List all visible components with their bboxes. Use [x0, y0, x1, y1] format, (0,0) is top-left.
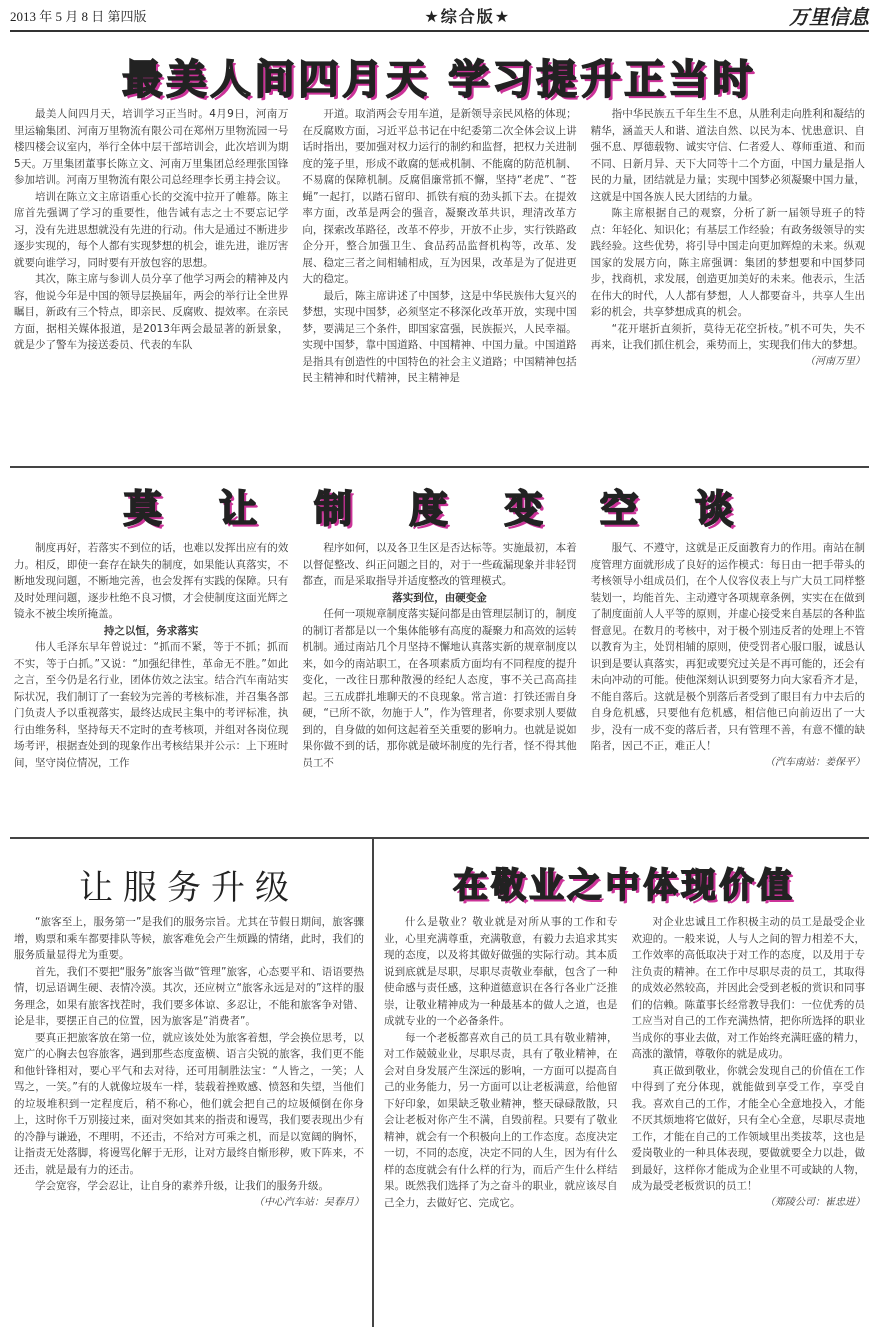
paragraph: 培训在陈立文主席语重心长的交流中拉开了帷幕。陈主席首先强调了学习的重要性，他告诫有志之士不要忘记学习，没有先进思想就没有先进的行动。伟大是通过不断进步逐步实现的，每个人都有实现梦想的机会，谁先进，谁厉害就要向谁学习，同时要有开放包容的思想。 [14, 190, 289, 269]
paragraph: 学会宽容，学会忍让，让自身的素养升级，让我们的服务升级。 [35, 1180, 329, 1192]
paragraph: 程序如何，以及各卫生区是否达标等。实施最初，本着以督促整改、纠正问题之目的，对于一些疏漏现象并非轻罚都查，而是采取指导并适度整改的管理模式。 [302, 542, 577, 587]
article-institution-col-3 [591, 540, 865, 830]
paragraph: 任何一项规章制度落实疑问都是由管理层制订的，制度的制订者都是以一个集体能够有高度的凝聚力和高效的运转机制。通过南站几个月坚持不懈地认真落实新的规章制度以来，如今的南站职工，在各项素质方面均有不同程度的提升变化，一改往日那种散漫的经纪人态度，事不关己高高挂起。三五成群扎堆聊天的不良现象。常言道：打铁还需自身硬，“已所不欲，勿施于人”，作为管理者，你要求别人要做到的，自身做的如何这起着至关重要的影响力。也就是说如果你做不到的话，那你就是破坏制度的先行者，怪不得其他员工不 [302, 608, 577, 769]
divider [10, 466, 869, 468]
article-institution-col-1 [14, 540, 288, 830]
paragraph: 开道。取消两会专用车道，是新领导亲民风格的体现；在反腐败方面，习近平总书记在中纪委第二次全体会议上讲话时指出，要加强对权力运行的制约和监督，把权力关进制度的笼子里，形成不敢腐的惩戒机制、不能腐的防范机制、不易腐的保障机制。反腐倡廉常抓不懈，坚持“老虎”、“苍蝇”一起打，以踏石留印、抓铁有痕的劲头抓下去。在提效率方面，改革是两会的强音，凝聚改革共识，理清改革方向，探索改革路径，改革不停步，开放不止步，实行铁路政企分开，整合加强卫生、食品药品监督机构等，改革、发展、稳定三者之间相辅相成，互为因果，改革是为了促进更大的稳定。 [302, 108, 577, 285]
masthead [10, 0, 869, 32]
paragraph: 伟人毛泽东早年曾说过：“抓而不紧，等于不抓；抓而不实，等于白抓。”又说：“加强纪律性，革命无不胜。”如此之言，至今仍是名行业，团体仿效之法宝。结合汽车南站实际状况，我们制订了一套较为完善的考核标准，并召集各部门负责人予以重视落实，最终达成民主集中的考评标准，执行由维务科，坚持每天不定时的查考核项，并组对各岗位现场考评，根据查处到的现象作出考核结果并公示：上下班时间，坚守岗位情况，工作 [14, 641, 289, 769]
paragraph: 服气、不遵守，这就是正反面教育力的作用。南站在制度管理方面就形成了良好的运作模式：每日由一把手带头的考核领导小组成员们，在个人仪容仪表上与广大员工同样整装划一，均能首先、主动遵守各项规章条例，实实在在做到了制度面前人人平等的原则，并虚心接受来自基层的各种监督意见。在数月的考核中，对于极个别违反者的处理上不管以教育为主，处罚相辅的原则，使受罚者心服口服，诚恳认识到是要认真落实，再犯或要究过关是不再可能的，还会有未向冲动的可能。使他深刻认识到要努力向大家看齐才是，不能自落后。这就是极个别落后者受到了眼目有力中去后的自身危机感，只要他有危机感，相信他已向前迈出了一大步，没有一成不变的落后者，只有管理不善，有意不懂的缺陷者，因己不正，难正人！ [590, 542, 865, 752]
paragraph: 什么是敬业？敬业就是对所从事的工作和专业，心里充满尊重，充满敬意，有毅力去追求其实现的态度，以及将其做好做强的实际行动。其本质说到底就是尽职，尽职尽责敬业奉献，包含了一种使命感与责任感，这种道德意识在各行各业广泛推崇，让敬业精神成为一种最基本的做人之道，也是成就专业的一个必备条件。 [384, 916, 618, 1027]
paragraph: “花开堪折直须折，莫待无花空折枝。”机不可失，失不再来，让我们抓住机会，乘势而上，实现我们伟大的梦想。 [590, 322, 865, 351]
subheading: 持之以恒，务求落实 [103, 624, 199, 637]
byline: （汽车南站：姜保平） [764, 756, 865, 768]
article-dedication-title: 在敬业之中体现价值 [453, 866, 796, 906]
article-service-upgrade [14, 842, 364, 1328]
divider [10, 837, 869, 839]
paragraph: 每一个老板都喜欢自己的员工具有敬业精神，对工作兢兢业业，尽职尽责，具有了敬业精神，在会对自身发展产生深远的影响，一方面可以提高自己的业务能力，另一方面可以让老板满意，给他留下好印象，如果缺乏敬业精神，整天碌碌散散，只会让老板对你产生不满，自毁前程。只要有了敬业精神，就会有一个积极向上的工作态度。态度决定一切，不同的态度，决定不同的人生，因为有什么样的态度就会有什么样的行为，而后产生什么样结果。既然我们选择了为之奋斗的职业，就应该尽自己全力，去做好它、完成它。 [384, 1031, 618, 1209]
article-dedication-col-2 [632, 914, 866, 1326]
divider-vertical [372, 839, 374, 1327]
article-spring-training-col-1 [14, 106, 288, 458]
paragraph: 要真正把旅客放在第一位，就应该处处为旅客着想，学会换位思考，以宽广的心胸去包容旅客，遇到那些态度蛮横、语言尖锐的旅客，我们更不能和他针锋相对，要心平气和去对待，还可用制胜法宝：“人皆之，一笑；人骂之，一笑。”有的人就像垃圾车一样，装载着挫败感、愤怒和失望，当他们的垃圾堆积到一定程度后，稍不称心，他们就会把自己的垃圾倾倒在你身上，这时你千万别接过来，面对突如其来的指责和谩骂，我们要表现出少有的冷静与谦逊，不理明，不还击，不给对方可乘之机，而是以宽阔的胸怀，让指责无处落脚，将谩骂化解于无形，让对方最终自惭形秽，败下阵来，不还击，就是最有力的还击。 [14, 1031, 364, 1176]
byline: （中心汽车站：吴春月） [254, 1196, 364, 1208]
paragraph: “旅客至上，服务第一”是我们的服务宗旨。尤其在节假日期间，旅客骤增，购票和乘车都要排队等候，旅客难免会产生烦躁的情绪，此时，我们的服务质量显得尤为重要。 [14, 916, 364, 961]
paragraph: 陈主席根据自己的观察，分析了新一届领导班子的特点：年轻化、知识化；有基层工作经验；有政务级领导的实践经验。这些优势，将引导中国走向更加辉煌的未来。纵观国家的发展方向，陈主席强调：集团的梦想要和中国梦同步，找商机，求发展，创造更加美好的未来。他表示，生活在伟大的时代，人人都有梦想，人人都要奋斗，共享人生出彩的机会，共享梦想成真的机会。 [590, 207, 865, 318]
byline: （河南万里） [804, 355, 865, 367]
paragraph: 指中华民族五千年生生不息，从胜利走向胜利和凝结的精华，涵盖天人和谐、道法自然、以民为本、忧患意识、自强不息、厚德载物、诚实守信、仁者爱人、尊师重道、和而不同、日新月异、天下大同等十二个方面，中国力量是指人民的力量，团结就是力量；实现中国梦必须凝聚中国力量，这就是中国各族人民大团结的力量。 [590, 108, 865, 203]
paragraph: 其次，陈主席与参训人员分享了他学习两会的精神及内容，他说今年是中国的领导层换届年，两会的举行让全世界瞩目，新政有三个特点，即亲民、反腐败、提效率。在亲民方面，据相关媒体报道，是2013年两会最显著的新景象，就是少了警车为接送委员、代表的车队 [14, 273, 289, 351]
article-spring-training-col-2 [302, 106, 576, 458]
paragraph: 最后，陈主席讲述了中国梦，这是中华民族伟大复兴的梦想，实现中国梦，必须坚定不移深化改革开放，实现中国梦，要满足三个条件，即国家富强，民族振兴，人民幸福。实现中国梦，靠中国道路、中国精神、中国力量。中国道路是指具有创造性的中国特色的社会主义道路；中国精神包括民主精神和时代精神，民主精神是 [302, 289, 577, 384]
paragraph: 真正做到敬业，你就会发现自己的价值在工作中得到了充分体现，就能做到享受工作，享受自我。喜欢自己的工作，才能全心全意地投入，才能不厌其烦地将它做好，只有全心全意，尽职尽责地工作，才能在自己的工作领域里出类拔萃，这也是爱岗敬业的一种具体表现，要做就要全力以赴，做到最好，这样你才能成为企业里不可或缺的人物，成为最受老板赏识的员工！ [631, 1064, 865, 1192]
article-spring-training [14, 44, 865, 462]
article-service-upgrade-title: 让服务升级 [79, 868, 299, 908]
paragraph: 制度再好，若落实不到位的话，也难以发挥出应有的效力。相反，即使一套存在缺失的制度，如果能认真落实，不断地发现问题，不断地完善，也会发挥有实践的保障。只有及时处理问题，逐步杜绝不良习惯，才会使制度这面光辉之镜永不被尘埃所掩盖。 [14, 542, 289, 620]
byline: （郑陵公司：崔忠进） [765, 1196, 865, 1208]
paragraph: 首先，我们不要把“服务”旅客当做“管理”旅客，心态要平和、语语要热情，切忌语调生硬、表情冷漠。其次，还应树立“旅客永远是对的”这样的服务理念，如果有旅客找茬时，我们要多体谅、多忍让，不能和旅客争对错、论是非，要摆正自己的位置，因为旅客是“消费者”。 [14, 965, 364, 1027]
article-institution-col-2 [302, 540, 576, 830]
paper-name: 万里信息 [789, 6, 869, 29]
issue-date: 2013 年 5 月 8 日 第四版 [10, 8, 147, 24]
section-title: ★综合版★ [424, 6, 512, 26]
paragraph: 对企业忠诚且工作积极主动的员工是最受企业欢迎的。一般来说，人与人之间的智力相差不大，工作效率的高低取决于对工作的态度，以及用于专注负责的精神。在工作中尽职尽责的员工，其取得的成效必然较高，并因此会受到老板的赏识和同事们的信赖。陈董事长经常教导我们：一位优秀的员工应当对自己的工作充满热情，把你所选择的职业当成你的事业去做，对工作始终充满旺盛的精力，高涨的激情，尊敬你的就是成功。 [631, 916, 865, 1060]
article-institution-title: 莫 让 制 度 变 空 谈 [123, 487, 756, 531]
paragraph: 最美人间四月天，培训学习正当时。4月9日，河南万里运输集团、河南万里物流有限公司在郑州万里物流园一号楼四楼会议室内，举行全体中层干部培训会，此次培训为期5天。万里集团董事长陈立文、河南万里集团总经理张国锋参加培训。河南万里物流有限公司总经理李长勇主持会议。 [14, 108, 289, 186]
article-service-upgrade-body [14, 914, 364, 1326]
article-spring-training-col-3 [591, 106, 865, 458]
article-dedication [384, 842, 865, 1328]
subheading: 落实到位，由硬变金 [392, 591, 487, 604]
article-spring-training-title: 最美人间四月天 学习提升正当时 [122, 57, 757, 103]
article-institution [14, 472, 865, 832]
article-dedication-col-1 [384, 914, 618, 1326]
